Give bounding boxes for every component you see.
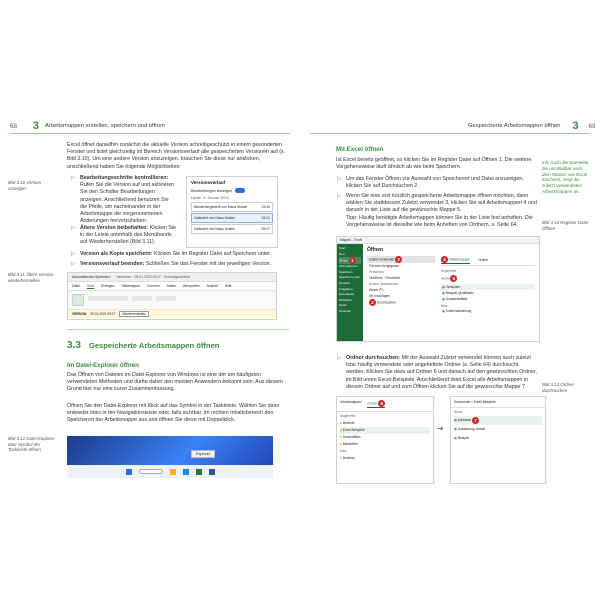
version-row[interactable] — [191, 202, 273, 212]
places-list — [367, 256, 435, 306]
bullet-3 — [71, 251, 290, 258]
bullet-folders — [337, 355, 538, 391]
paragraph-1: Das Öffnen von Dateien im Datei-Explorer von Windows ist eine der am häufigsten verwendeten Methoden und dürfte daher den meisten Anwendern bekannt sein. Aus diesem Grund hier nur eine kurze Zusammenfassung. — [67, 372, 283, 393]
taskbar — [67, 465, 273, 478]
toggle-label: Bearbeitungen anzeigen — [191, 188, 233, 193]
version-row[interactable] — [191, 213, 273, 223]
marker-1: 1 — [349, 257, 356, 264]
place-recent[interactable] — [367, 256, 435, 263]
section-rule — [67, 329, 289, 330]
nav-item[interactable]: Informationen — [339, 264, 358, 269]
page-number: 69 — [588, 122, 596, 130]
restore-button[interactable]: Wiederherstellen — [119, 311, 149, 317]
file-name: Adressen — [457, 418, 472, 422]
version-panel-title: Versionsverlauf — [191, 180, 226, 185]
right-page — [300, 0, 600, 600]
folder-row[interactable] — [340, 434, 430, 441]
nav-item[interactable]: Konto — [339, 303, 347, 308]
caption-3-11: Bild 3.11 Ältere Version wiederherstellen — [8, 272, 54, 283]
toggle-switch[interactable] — [235, 188, 245, 193]
start-icon[interactable] — [126, 469, 132, 475]
explorer-tooltip: Explorer — [191, 450, 215, 458]
taskbar-screenshot — [67, 436, 273, 478]
edge-icon[interactable] — [183, 469, 189, 475]
ribbon-tab[interactable]: Hilfe — [224, 284, 232, 288]
dialog-titlebar: Mappe1 - Excel — [337, 237, 539, 244]
bullet-term: Bearbeitungsschritte kontrollieren: — [80, 175, 169, 181]
place-onedrive[interactable]: OneDrive - Persönlich — [369, 276, 401, 280]
today-label: Heute — [441, 276, 450, 281]
marker-2: 2 — [369, 299, 376, 306]
column-header[interactable]: Name — [454, 410, 463, 414]
folder-icon: ■ — [340, 421, 342, 425]
ribbon-tab[interactable]: Datei — [72, 284, 80, 288]
marker-6: 6 — [378, 400, 385, 407]
nav-item[interactable]: Optionen — [339, 308, 352, 313]
header-rule — [310, 133, 590, 134]
folder-row[interactable] — [340, 455, 430, 462]
version-row-time: 15:21 — [261, 216, 270, 220]
folder-icon: ■ — [340, 456, 342, 460]
folder-name: Mitarbeiter — [342, 442, 358, 446]
version-label: VERSION — [72, 312, 87, 316]
excel-file-icon: ▦ — [442, 285, 446, 289]
section-heading — [67, 340, 219, 351]
nav-item[interactable]: Exportieren — [339, 292, 355, 297]
folder-icon: ■ — [340, 428, 342, 432]
marker-7: 7 — [472, 417, 479, 424]
file-name: Auswertung Januar — [457, 427, 486, 431]
tab-label: Arbeitsmappen — [448, 257, 471, 262]
version-info: 09.01.2023 09:27 — [90, 312, 116, 316]
excel-file-icon: ▦ — [454, 436, 458, 440]
file-row[interactable] — [441, 308, 535, 314]
tab-label: Ordner — [367, 401, 378, 406]
tab-ordner[interactable]: Ordner — [478, 258, 489, 262]
folder-row[interactable] — [340, 420, 430, 427]
ribbon-tab[interactable]: Seitenlayout — [121, 284, 141, 288]
right-header — [468, 119, 595, 133]
version-row-time: 15:39 — [261, 205, 270, 209]
folder-row[interactable] — [340, 441, 430, 448]
folder-name: Excel-Beispiele — [342, 428, 365, 432]
subsection-heading: Im Datei-Explorer öffnen — [67, 362, 139, 369]
bullet-text: Klicken Sie im Register Datei auf Speichern unter. — [153, 251, 272, 257]
chapter-number: 3 — [32, 120, 40, 132]
version-row-label: Wiederhergestellt von Klaus Muster — [194, 205, 248, 209]
excel-file-icon: ▦ — [442, 309, 446, 313]
word-icon[interactable] — [209, 469, 215, 475]
tab-arbeitsmappen[interactable] — [441, 256, 470, 264]
marker-4: 4 — [441, 256, 448, 263]
folder-icon[interactable] — [170, 469, 176, 475]
backstage-nav — [337, 244, 363, 341]
folder-name: Geschäftlich — [342, 435, 361, 439]
search-icon[interactable] — [139, 469, 163, 474]
files-tabs — [441, 256, 535, 266]
place-shared[interactable]: Für mich freigegeben — [369, 264, 400, 268]
bullet-marker: ▷ — [71, 225, 76, 231]
window-filename: Versionen - 09.01.2023 09:27 · Schreibgeschützt — [116, 275, 190, 279]
file-row[interactable] — [454, 425, 542, 434]
folder-contents-screenshot — [450, 396, 546, 484]
caption-3-14: Bild 3.14 Ordner durchsuchen — [542, 382, 574, 393]
version-row[interactable] — [191, 224, 273, 234]
bullet-term: Ordner durchsuchen: — [346, 355, 401, 361]
version-panel-screenshot — [186, 176, 278, 248]
place-personal-header: Persönlich — [369, 270, 384, 274]
older-header: Älter — [340, 449, 347, 453]
folder-icon: ■ — [340, 442, 342, 446]
folder-name: Desktop — [342, 456, 355, 460]
file-name: Kostenaufstellung — [445, 309, 472, 313]
bullet-text: Schließen Sie das Fenster mit der jeweiligen Version. — [145, 261, 272, 267]
place-browse[interactable] — [367, 299, 435, 306]
tip-paragraph: Tipp: Häufig benötigte Arbeitsmappen können Sie in der Liste fest anheften. Die Vorgehensweise ist dieselbe wie beim Anheften von Ordnern, s. Seite 64. — [346, 215, 533, 229]
version-bar — [68, 310, 276, 318]
place-this-pc[interactable]: Dieser PC — [369, 288, 384, 292]
tab-arbeitsmappen[interactable]: Arbeitsmappen — [340, 400, 362, 404]
bullet-2 — [71, 225, 180, 247]
ribbon-tab[interactable]: Formeln — [147, 284, 160, 288]
pinned-header: Angeheftet — [340, 414, 356, 418]
older-header: Älter — [441, 304, 448, 308]
file-row[interactable] — [454, 416, 542, 425]
bullet-marker: ▷ — [337, 355, 342, 361]
place-label: Zuletzt verwendet — [369, 257, 395, 262]
place-label: Durchsuchen — [376, 300, 396, 305]
content-rows — [451, 416, 545, 443]
subsection-heading: Mit Excel öffnen — [336, 146, 384, 153]
bullet-marker: ▷ — [71, 261, 76, 267]
bullet-marker: ▷ — [337, 193, 342, 199]
bullet-1 — [71, 175, 176, 225]
arrow-icon: ➜ — [437, 424, 444, 433]
tab-ordner[interactable] — [367, 400, 385, 408]
file-name: Versionen — [445, 285, 461, 289]
file-name: Umsatzstatistik — [445, 297, 468, 301]
bullet-recent — [337, 193, 538, 215]
ribbon-tab[interactable]: Start — [86, 283, 95, 288]
open-dialog-screenshot — [336, 236, 540, 342]
excel-window-screenshot — [67, 272, 277, 320]
nav-item[interactable]: Drucken — [339, 280, 351, 285]
file-row[interactable] — [441, 296, 535, 302]
today-header — [441, 275, 535, 282]
folder-list-screenshot — [336, 396, 434, 484]
files-pane — [441, 256, 535, 314]
bullet-text: Mit der Auswahl Zuletzt verwendet können auch zuletzt bzw. häufig verwendete oder angeheftete Ordner (s. Seite 64) durchsucht werden. Klicken Sie dazu auf Ordner 6 und danach auf den gewünschten Ordner, im Bild unten Excel-Beispiele. Anschließend listet Excel alle Arbeitsmappen in diesem Ordner auf und zum Öffnen klicken Sie auf die gewünschte Mappe 7. — [346, 355, 537, 390]
folder-path[interactable]: Dokumente » Excel-Beispiele — [451, 397, 545, 408]
bullet-marker: ▷ — [71, 175, 76, 181]
bullet-text: Rufen Sie die Version auf und aktivieren Sie den Schalter Bearbeitungen anzeigen. Anschließend benutzen Sie die Pfeile, um nacheinander in der Arbeitsmappe die vorgenommenen Änderungen hervorzuheben. — [80, 182, 175, 225]
excel-file-icon: ▦ — [454, 418, 458, 422]
chapter-number: 3 — [572, 120, 579, 132]
marker-3: 3 — [395, 256, 402, 263]
chapter-title: Arbeitsmappen erstellen, speichern und öffnen — [45, 123, 165, 129]
section-number: 3.3 — [67, 340, 81, 351]
ribbon-tab[interactable]: Ansicht — [206, 284, 218, 288]
caption-3-12: Bild 3.12 Datei-Explorer über Symbol der Taskleiste öffnen — [8, 436, 55, 453]
file-name: Beispiel — [457, 436, 470, 440]
nav-item[interactable]: Speichern unter — [339, 275, 361, 280]
file-row[interactable] — [454, 434, 542, 443]
bullet-marker: ▷ — [71, 251, 76, 257]
autosave-label[interactable]: Automatisches Speichern — [72, 275, 111, 279]
place-add[interactable]: Ort hinzufügen — [369, 294, 390, 298]
excel-file-icon: ▦ — [454, 427, 458, 431]
bullet-4 — [71, 261, 290, 268]
bullet-term: Version als Kopie speichern: — [80, 251, 153, 257]
folder-rows — [337, 412, 433, 463]
info-note: Info Auch die Startseite, die unmittelbar nach dem Starten von Excel erscheint, zeigt die zuletzt verwendeten Arbeitsmappen an. — [542, 160, 590, 194]
folder-tabs — [337, 397, 433, 412]
bullet-text: Klicken Sie in der Leiste unterhalb des Menübands auf Wiederherstellen (Bild 3.11). — [80, 225, 176, 246]
bullet-term: Versionsverlauf beenden: — [80, 261, 145, 267]
nav-item[interactable]: Neu — [339, 251, 345, 256]
section-title: Gespeicherte Arbeitsmappen öffnen — [88, 341, 220, 350]
bullet-text: Um das Fenster Öffnen zur Auswahl von Speicherort und Datei anzuzeigen, klicken Sie auf Durchsuchen 2. — [346, 176, 524, 190]
bullet-term: Ältere Version beibehalten: — [80, 225, 149, 231]
file-name: Beispiel Qualifikatio — [445, 291, 474, 295]
marker-5: 5 — [450, 275, 457, 282]
nav-item[interactable]: Start — [339, 246, 346, 250]
excel-file-icon: ▦ — [442, 291, 446, 295]
align-group[interactable] — [132, 296, 152, 301]
folder-row[interactable] — [340, 427, 430, 434]
version-date-header: Heute, 9. Januar 2023 — [191, 196, 229, 200]
nav-item[interactable]: Freigeben — [339, 286, 353, 291]
chapter-title: Gespeicherte Arbeitsmappen öffnen — [468, 123, 561, 129]
nav-item[interactable]: Schließen — [339, 297, 353, 302]
pinned-header: Angeheftet — [441, 269, 457, 273]
version-row-label: Geändert von Klaus Muster — [194, 216, 236, 220]
version-row-label: Geändert von Klaus Muster — [194, 227, 236, 231]
nav-item[interactable]: Speichern — [339, 269, 353, 274]
dialog-heading: Öffnen — [367, 247, 384, 253]
left-header — [10, 119, 165, 133]
ribbon-tabs — [68, 282, 276, 290]
version-row-time: 09:57 — [261, 227, 270, 231]
font-box[interactable] — [88, 296, 128, 301]
intro-paragraph: Excel öffnet daraufhin zunächst die aktuelle Version schreibgeschützt in einem gesonderten Fenster und listet gleichzeitig im Bereich Versionsverlauf alle gespeicherten Versionen auf (s. Bild 3.10). Um eine andere Version anzuzeigen, brauchen Sie diese nur anklicken, anschließend haben Sie folgende Möglichkeiten: — [67, 142, 286, 170]
excel-icon[interactable] — [196, 469, 202, 475]
intro-paragraph: Ist Excel bereits geöffnet, so klicken Sie im Register Datei auf Öffnen 1. Die weitere Vorgehensweise läuft ähnlich ab wie beim Speichern. — [336, 157, 532, 171]
header-rule — [10, 133, 290, 134]
ribbon-body — [68, 290, 276, 310]
paragraph-2: Öffnen Sie den Datei-Explorer mit Klick auf das Symbol in der Taskleiste. Wählen Sie dann entweder links in der Navigationsleiste oder, falls sichtbar, im rechten Inhaltsbereich den Speicherort der Arbeitsmappe aus und öffnen Sie diese mit Doppelklick. — [67, 403, 280, 424]
nav-item-label: Öffnen — [339, 258, 348, 263]
nav-item-open[interactable] — [339, 257, 361, 264]
caption-3-13: Bild 3.13 Register Datei - Öffnen — [542, 220, 591, 231]
caption-3-10: Bild 3.10 Version anzeigen — [8, 180, 42, 191]
ribbon-tab[interactable]: Daten — [166, 284, 176, 288]
bullet-text: Wenn Sie eine erst kürzlich gespeicherte Arbeitsmappe öffnen möchten, dann wählen Sie stattdessen Zuletzt verwendet 3, klicken Sie auf Arbeitsmappen 4 und danach in der Liste auf die gewünschte Mappe 5. — [346, 193, 537, 214]
ribbon-tab[interactable]: Einfügen — [101, 284, 115, 288]
bullet-marker: ▷ — [337, 176, 342, 182]
bullet-browse — [337, 176, 538, 190]
folder-icon: ■ — [340, 435, 342, 439]
excel-file-icon: ▦ — [442, 297, 446, 301]
ribbon-tab[interactable]: Überprüfen — [182, 284, 200, 288]
folder-name: Berichte — [342, 421, 355, 425]
place-other-header: Andere Speicherorte — [369, 282, 399, 286]
excel-titlebar — [68, 273, 276, 282]
paste-icon[interactable] — [72, 294, 84, 306]
page-number: 68 — [10, 122, 17, 130]
number-group[interactable] — [156, 296, 176, 301]
